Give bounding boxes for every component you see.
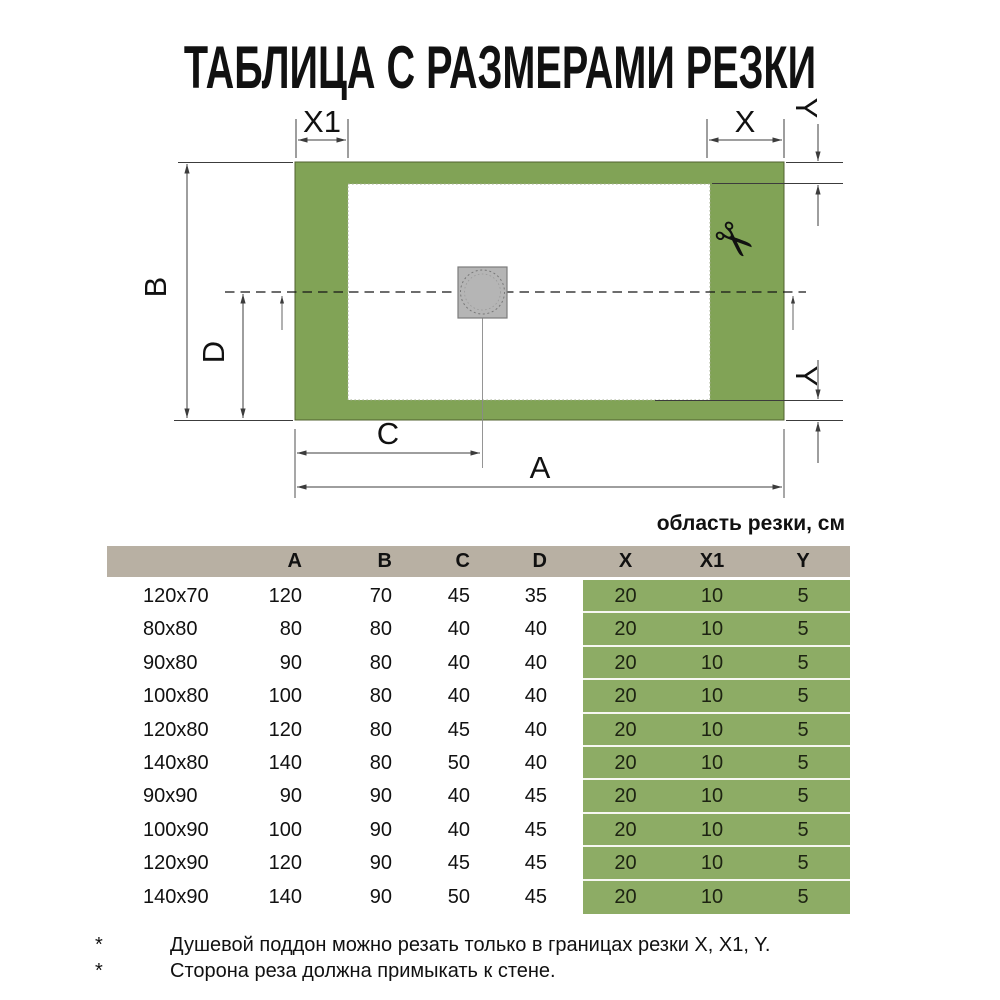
cell-x: 20 bbox=[583, 647, 668, 680]
cell-x: 20 bbox=[583, 780, 668, 813]
cell-y: 5 bbox=[756, 580, 850, 613]
header-gap bbox=[548, 546, 583, 577]
cell-x: 20 bbox=[583, 714, 668, 747]
cell-c: 40 bbox=[447, 651, 470, 674]
cell-y: 5 bbox=[756, 613, 850, 646]
cell-x1: 10 bbox=[668, 814, 756, 847]
table-row bbox=[107, 814, 850, 847]
footnote-marker: * bbox=[95, 960, 103, 982]
cell-x1: 10 bbox=[668, 780, 756, 813]
label-y-bottom: Y bbox=[789, 365, 824, 387]
cell-d: 35 bbox=[524, 585, 547, 607]
header-size bbox=[107, 546, 210, 577]
footnote-text: Сторона реза должна примыкать к стене. bbox=[170, 960, 556, 982]
cell-d: 40 bbox=[524, 685, 547, 708]
cell-size: 80x80 bbox=[143, 618, 198, 641]
cell-d: 40 bbox=[524, 751, 547, 774]
label-y-top: Y bbox=[789, 97, 824, 119]
header-a: A bbox=[287, 550, 302, 572]
cell-c: 40 bbox=[447, 818, 470, 841]
cell-size: 120x80 bbox=[143, 718, 209, 741]
cell-x: 20 bbox=[583, 613, 668, 646]
cell-gap bbox=[548, 680, 583, 713]
footnote-text: Душевой поддон можно резать только в границах резки X, X1, Y. bbox=[170, 934, 771, 956]
cell-size: 140x90 bbox=[143, 885, 209, 908]
cell-c: 45 bbox=[447, 852, 470, 875]
footnote bbox=[95, 958, 770, 984]
table-row bbox=[107, 647, 850, 680]
cell-size: 100x80 bbox=[143, 685, 209, 708]
cell-gap bbox=[548, 881, 583, 914]
cell-d: 40 bbox=[524, 651, 547, 674]
cell-size: 90x90 bbox=[143, 785, 198, 808]
cell-y: 5 bbox=[756, 881, 850, 914]
table-row bbox=[107, 580, 850, 613]
cell-a: 140 bbox=[268, 751, 302, 774]
cell-size: 120x90 bbox=[143, 852, 209, 875]
cell-d: 45 bbox=[524, 852, 547, 875]
table-row bbox=[107, 780, 850, 813]
cell-gap bbox=[548, 780, 583, 813]
cell-x1: 10 bbox=[668, 714, 756, 747]
page-title: ТАБЛИЦА С РАЗМЕРАМИ РЕЗКИ bbox=[183, 34, 817, 101]
cell-b: 80 bbox=[369, 651, 392, 674]
cell-d: 45 bbox=[524, 885, 547, 908]
cell-x1: 10 bbox=[668, 580, 756, 613]
footnote-marker: * bbox=[95, 934, 103, 956]
table-row bbox=[107, 680, 850, 713]
cell-a: 100 bbox=[268, 818, 302, 841]
cell-y: 5 bbox=[756, 814, 850, 847]
cell-gap bbox=[548, 714, 583, 747]
cell-y: 5 bbox=[756, 680, 850, 713]
cell-c: 45 bbox=[447, 718, 470, 741]
cell-a: 90 bbox=[279, 785, 302, 808]
header-y: Y bbox=[796, 550, 810, 572]
cell-x1: 10 bbox=[668, 680, 756, 713]
table-row bbox=[107, 881, 850, 914]
cell-c: 50 bbox=[447, 751, 470, 774]
cell-x: 20 bbox=[583, 814, 668, 847]
cell-gap bbox=[548, 613, 583, 646]
sizes-table bbox=[107, 546, 850, 914]
header-b: B bbox=[377, 550, 392, 572]
cell-x1: 10 bbox=[668, 881, 756, 914]
cell-b: 90 bbox=[369, 818, 392, 841]
cell-a: 120 bbox=[268, 852, 302, 875]
label-a: A bbox=[529, 450, 551, 485]
label-x1: X1 bbox=[303, 104, 341, 139]
cell-a: 90 bbox=[279, 651, 302, 674]
cell-x: 20 bbox=[583, 747, 668, 780]
cell-x1: 10 bbox=[668, 847, 756, 880]
cell-x: 20 bbox=[583, 847, 668, 880]
cell-c: 40 bbox=[447, 685, 470, 708]
cell-b: 80 bbox=[369, 685, 392, 708]
cell-b: 80 bbox=[369, 751, 392, 774]
cell-c: 50 bbox=[447, 885, 470, 908]
cell-gap bbox=[548, 847, 583, 880]
label-b: B bbox=[138, 276, 173, 298]
label-d: D bbox=[196, 340, 231, 364]
table-header-row bbox=[107, 546, 850, 577]
cell-b: 90 bbox=[369, 785, 392, 808]
footnotes bbox=[95, 932, 770, 984]
table-caption: область резки, см bbox=[656, 512, 845, 535]
cell-d: 40 bbox=[524, 618, 547, 641]
cell-size: 100x90 bbox=[143, 818, 209, 841]
cell-gap bbox=[548, 580, 583, 613]
table-row bbox=[107, 714, 850, 747]
cell-d: 45 bbox=[524, 785, 547, 808]
cell-y: 5 bbox=[756, 747, 850, 780]
cell-gap bbox=[548, 647, 583, 680]
cell-d: 40 bbox=[524, 718, 547, 741]
cell-a: 140 bbox=[268, 885, 302, 908]
cell-b: 90 bbox=[369, 885, 392, 908]
cell-size: 90x80 bbox=[143, 651, 198, 674]
table-body bbox=[107, 580, 850, 914]
cell-b: 80 bbox=[369, 618, 392, 641]
header-c: C bbox=[455, 550, 470, 572]
cell-gap bbox=[548, 747, 583, 780]
cell-c: 40 bbox=[447, 785, 470, 808]
cell-b: 70 bbox=[369, 585, 392, 607]
cell-a: 120 bbox=[268, 718, 302, 741]
label-c: C bbox=[376, 416, 400, 451]
cell-b: 80 bbox=[369, 718, 392, 741]
cell-x: 20 bbox=[583, 580, 668, 613]
cell-a: 120 bbox=[268, 585, 302, 607]
cell-b: 90 bbox=[369, 852, 392, 875]
cell-a: 80 bbox=[279, 618, 302, 641]
cell-x: 20 bbox=[583, 680, 668, 713]
cell-size: 120x70 bbox=[143, 585, 209, 607]
cell-x1: 10 bbox=[668, 647, 756, 680]
header-x: X bbox=[618, 550, 633, 572]
table-row bbox=[107, 847, 850, 880]
cell-a: 100 bbox=[268, 685, 302, 708]
header-d: D bbox=[532, 550, 547, 572]
header-x1: X1 bbox=[699, 550, 725, 572]
cell-x: 20 bbox=[583, 881, 668, 914]
cell-c: 40 bbox=[447, 618, 470, 641]
label-x: X bbox=[734, 104, 756, 139]
footnote bbox=[95, 932, 770, 958]
cell-y: 5 bbox=[756, 847, 850, 880]
cell-gap bbox=[548, 814, 583, 847]
cell-y: 5 bbox=[756, 714, 850, 747]
cell-y: 5 bbox=[756, 780, 850, 813]
cell-y: 5 bbox=[756, 647, 850, 680]
scissors-icon: ✂ bbox=[700, 208, 767, 275]
cell-size: 140x80 bbox=[143, 751, 209, 774]
cell-x1: 10 bbox=[668, 747, 756, 780]
cell-c: 45 bbox=[447, 585, 470, 607]
cell-d: 45 bbox=[524, 818, 547, 841]
cell-x1: 10 bbox=[668, 613, 756, 646]
table-row bbox=[107, 613, 850, 646]
table-row bbox=[107, 747, 850, 780]
